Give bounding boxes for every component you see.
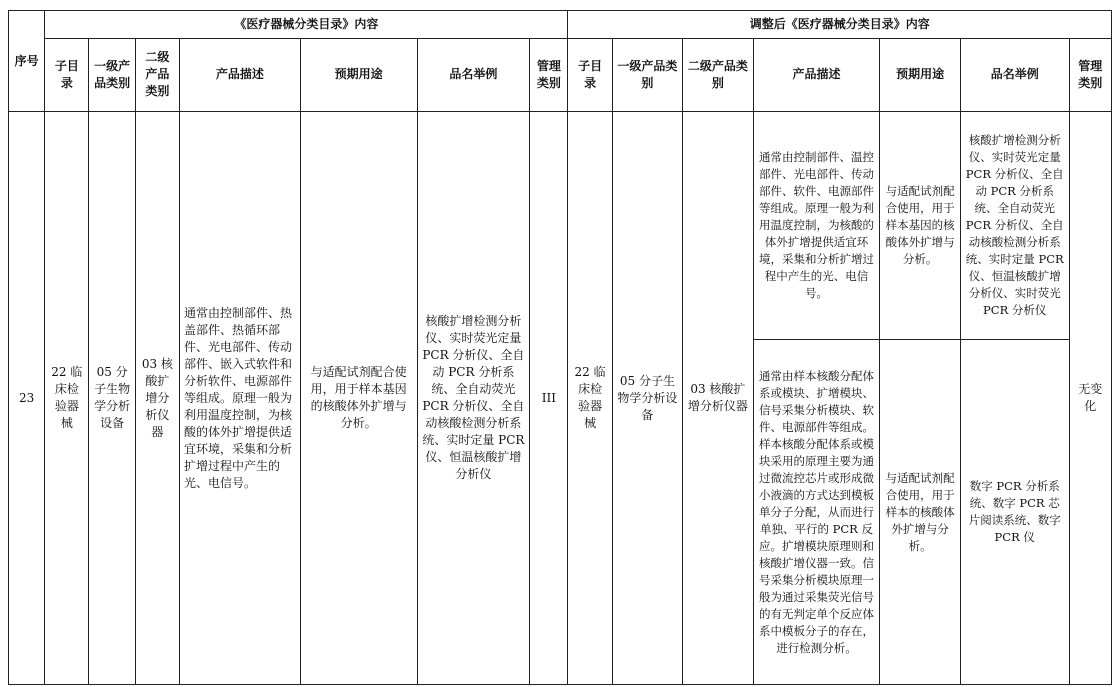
cell-intended-use: 与适配试剂配合使用，用于样本基因的核酸体外扩增与分析。 (300, 112, 417, 685)
cell-primary-category: 05 分子生物学分析设备 (89, 112, 135, 685)
header-sub-catalog-adjusted: 子目录 (568, 38, 612, 111)
cell-examples: 核酸扩增检测分析仪、实时荧光定量 PCR 分析仪、全自动 PCR 分析系统、全自动荧光 PCR 分析仪、全自动核酸检测分析系统、实时定量 PCR 仪、恒温核酸扩增分析仪 (417, 112, 530, 685)
cell-mgmt-class: III (530, 112, 568, 685)
header-examples: 品名举例 (417, 38, 530, 111)
header-description-adjusted: 产品描述 (753, 38, 880, 111)
cell-intended-use-digital-pcr: 与适配试剂配合使用，用于样本的核酸体外扩增与分析。 (880, 340, 961, 685)
cell-examples-pcr: 核酸扩增检测分析仪、实时荧光定量 PCR 分析仪、全自动 PCR 分析系统、全自动荧光 PCR 分析仪、全自动核酸检测分析系统、实时定量 PCR 仪、恒温核酸扩增分析仪、实时荧光 PCR 分析仪 (960, 112, 1069, 340)
header-adjusted-group: 调整后《医疗器械分类目录》内容 (568, 11, 1112, 39)
cell-sub-catalog: 22 临床检验器械 (45, 112, 89, 685)
cell-secondary-category-adjusted: 03 核酸扩增分析仪器 (683, 112, 753, 685)
cell-mgmt-class-adjusted: 无变化 (1069, 112, 1111, 685)
cell-secondary-category: 03 核酸扩增分析仪器 (135, 112, 179, 685)
table-row (9, 112, 1112, 340)
cell-examples-digital-pcr: 数字 PCR 分析系统、数字 PCR 芯片阅读系统、数字 PCR 仪 (960, 340, 1069, 685)
header-intended-use: 预期用途 (300, 38, 417, 111)
cell-sub-catalog-adjusted: 22 临床检验器械 (568, 112, 612, 685)
cell-description-pcr: 通常由控制部件、温控部件、光电部件、传动部件、软件、电源部件等组成。原理一般为利用温度控制，为核酸的体外扩增提供适宜环境，采集和分析扩增过程中产生的光、电信号。 (753, 112, 880, 340)
cell-description-digital-pcr: 通常由样本核酸分配体系或模块、扩增模块、信号采集分析模块、软件、电源部件等组成。样本核酸分配体系或模块采用的原理主要为通过微流控芯片或形成微小液滴的方式达到模板单分子分配，从而进行单独、平行的 PCR 反应。扩增模块原理则和核酸扩增仪器一致。信号采集分析模块原理一般为通过采集荧光信号的有无判定单个反应体系中模板分子的存在，进行检测分析。 (753, 340, 880, 685)
header-original-group: 《医疗器械分类目录》内容 (45, 11, 568, 39)
header-secondary-category: 二级产品类别 (135, 38, 179, 111)
header-primary-category-adjusted: 一级产品类别 (612, 38, 682, 111)
cell-intended-use-pcr: 与适配试剂配合使用，用于样本基因的核酸体外扩增与分析。 (880, 112, 961, 340)
header-mgmt-class-adjusted: 管理类别 (1069, 38, 1111, 111)
cell-description: 通常由控制部件、热盖部件、热循环部件、光电部件、传动部件、嵌入式软件和分析软件、电源部件等组成。原理一般为利用温度控制，为核酸的体外扩增提供适宜环境，采集和分析扩增过程中产生的光、电信号。 (180, 112, 301, 685)
cell-seq: 23 (9, 112, 45, 685)
header-intended-use-adjusted: 预期用途 (880, 38, 961, 111)
header-secondary-category-adjusted: 二级产品类别 (683, 38, 753, 111)
cell-primary-category-adjusted: 05 分子生物学分析设备 (612, 112, 682, 685)
header-examples-adjusted: 品名举例 (960, 38, 1069, 111)
header-primary-category: 一级产品类别 (89, 38, 135, 111)
header-mgmt-class: 管理类别 (530, 38, 568, 111)
catalog-table (8, 10, 1112, 685)
header-seq: 序号 (9, 11, 45, 112)
header-sub-catalog: 子目录 (45, 38, 89, 111)
header-description: 产品描述 (180, 38, 301, 111)
